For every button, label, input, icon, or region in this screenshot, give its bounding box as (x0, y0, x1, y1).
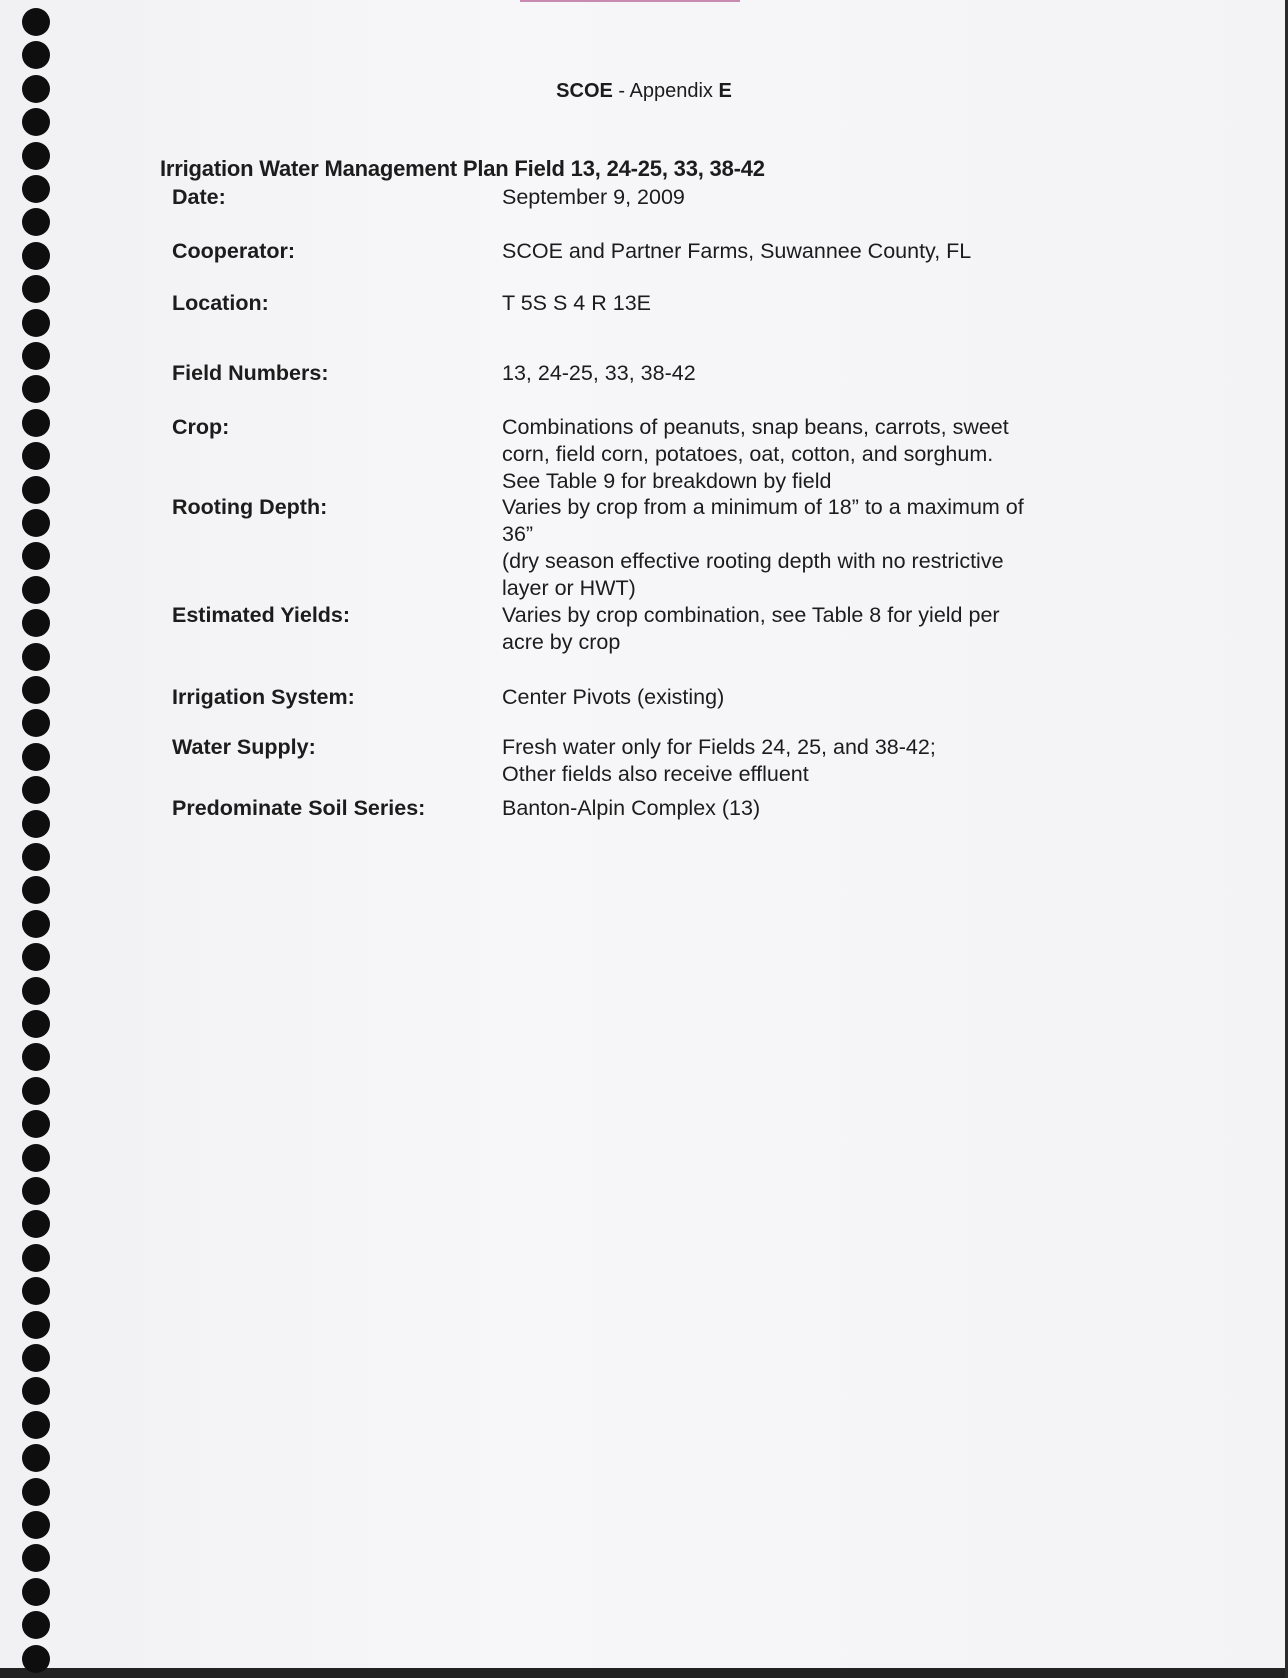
field-label: Crop: (172, 415, 230, 439)
binding-hole (22, 576, 50, 604)
binding-hole (22, 309, 50, 337)
binding-hole (22, 810, 50, 838)
binding-hole (22, 1411, 50, 1439)
binding-hole (22, 375, 50, 403)
field-label: Water Supply: (172, 735, 316, 759)
binding-holes (22, 8, 52, 1678)
binding-hole (22, 1344, 50, 1372)
binding-hole (22, 709, 50, 737)
field-label: Cooperator: (172, 239, 296, 263)
value-line: Other fields also receive effluent (502, 762, 809, 786)
document-title: Irrigation Water Management Plan Field 13, 24-25, 33, 38-42 (160, 156, 765, 181)
binding-hole (22, 876, 50, 904)
binding-hole (22, 175, 50, 203)
binding-hole (22, 41, 50, 69)
binding-hole (22, 476, 50, 504)
value-line: Varies by crop from a minimum of 18” to a maximum of (502, 495, 1024, 519)
value-line: (dry season effective rooting depth with no restrictive (502, 549, 1004, 573)
field-label: Predominate Soil Series: (172, 796, 426, 820)
value-line: Center Pivots (existing) (502, 685, 725, 709)
value-line: Varies by crop combination, see Table 8 for yield per (502, 603, 1000, 627)
binding-hole (22, 1144, 50, 1172)
binding-hole (22, 142, 50, 170)
binding-hole (22, 108, 50, 136)
value-line: SCOE and Partner Farms, Suwannee County, FL (502, 239, 972, 263)
binding-hole (22, 1645, 50, 1673)
binding-hole (22, 1010, 50, 1038)
binding-hole (22, 442, 50, 470)
field-value (502, 734, 1072, 788)
binding-hole (22, 1444, 50, 1472)
binding-hole (22, 910, 50, 938)
field-label: Estimated Yields: (172, 603, 351, 627)
value-line: See Table 9 for breakdown by field (502, 469, 832, 493)
field-value (502, 184, 1072, 211)
field-label: Location: (172, 291, 269, 315)
binding-hole (22, 1377, 50, 1405)
header-separator: - (618, 80, 626, 102)
field-value (502, 795, 1072, 822)
binding-hole (22, 1544, 50, 1572)
value-line: T 5S S 4 R 13E (502, 291, 651, 315)
header-org: SCOE (556, 80, 613, 102)
binding-hole (22, 1478, 50, 1506)
value-line: Combinations of peanuts, snap beans, carrots, sweet (502, 415, 1009, 439)
binding-hole (22, 509, 50, 537)
binding-hole (22, 1277, 50, 1305)
header-appendix-word: Appendix (629, 80, 713, 102)
binding-hole (22, 643, 50, 671)
field-label: Irrigation System: (172, 685, 355, 709)
value-line: Fresh water only for Fields 24, 25, and 38-42; (502, 735, 936, 759)
binding-hole (22, 1210, 50, 1238)
field-label: Field Numbers: (172, 361, 329, 385)
field-value (502, 290, 1072, 317)
field-value (502, 684, 1072, 711)
binding-hole (22, 1311, 50, 1339)
binding-hole (22, 1611, 50, 1639)
binding-hole (22, 843, 50, 871)
field-value (502, 360, 1072, 387)
binding-hole (22, 342, 50, 370)
binding-hole (22, 776, 50, 804)
field-label: Rooting Depth: (172, 495, 328, 519)
header-appendix-letter: E (718, 80, 732, 102)
binding-hole (22, 275, 50, 303)
binding-hole (22, 676, 50, 704)
binding-hole (22, 208, 50, 236)
binding-hole (22, 1244, 50, 1272)
binding-hole (22, 977, 50, 1005)
binding-hole (22, 743, 50, 771)
binding-hole (22, 1110, 50, 1138)
value-line: layer or HWT) (502, 576, 636, 600)
page-edge-mark (520, 0, 740, 2)
binding-hole (22, 943, 50, 971)
binding-hole (22, 8, 50, 36)
page-header (0, 80, 1288, 103)
field-label: Date: (172, 185, 226, 209)
value-line: September 9, 2009 (502, 185, 685, 209)
binding-hole (22, 1177, 50, 1205)
value-line: acre by crop (502, 630, 621, 654)
binding-hole (22, 1578, 50, 1606)
value-line: 36” (502, 522, 534, 546)
field-value (502, 414, 1072, 495)
value-line: Banton-Alpin Complex (13) (502, 796, 761, 820)
field-value (502, 494, 1072, 602)
value-line: corn, field corn, potatoes, oat, cotton, and sorghum. (502, 442, 994, 466)
field-value (502, 238, 1072, 265)
binding-hole (22, 1511, 50, 1539)
binding-hole (22, 242, 50, 270)
binding-hole (22, 609, 50, 637)
binding-hole (22, 1043, 50, 1071)
field-value (502, 602, 1072, 656)
binding-hole (22, 409, 50, 437)
value-line: 13, 24-25, 33, 38-42 (502, 361, 696, 385)
binding-hole (22, 1077, 50, 1105)
binding-hole (22, 542, 50, 570)
